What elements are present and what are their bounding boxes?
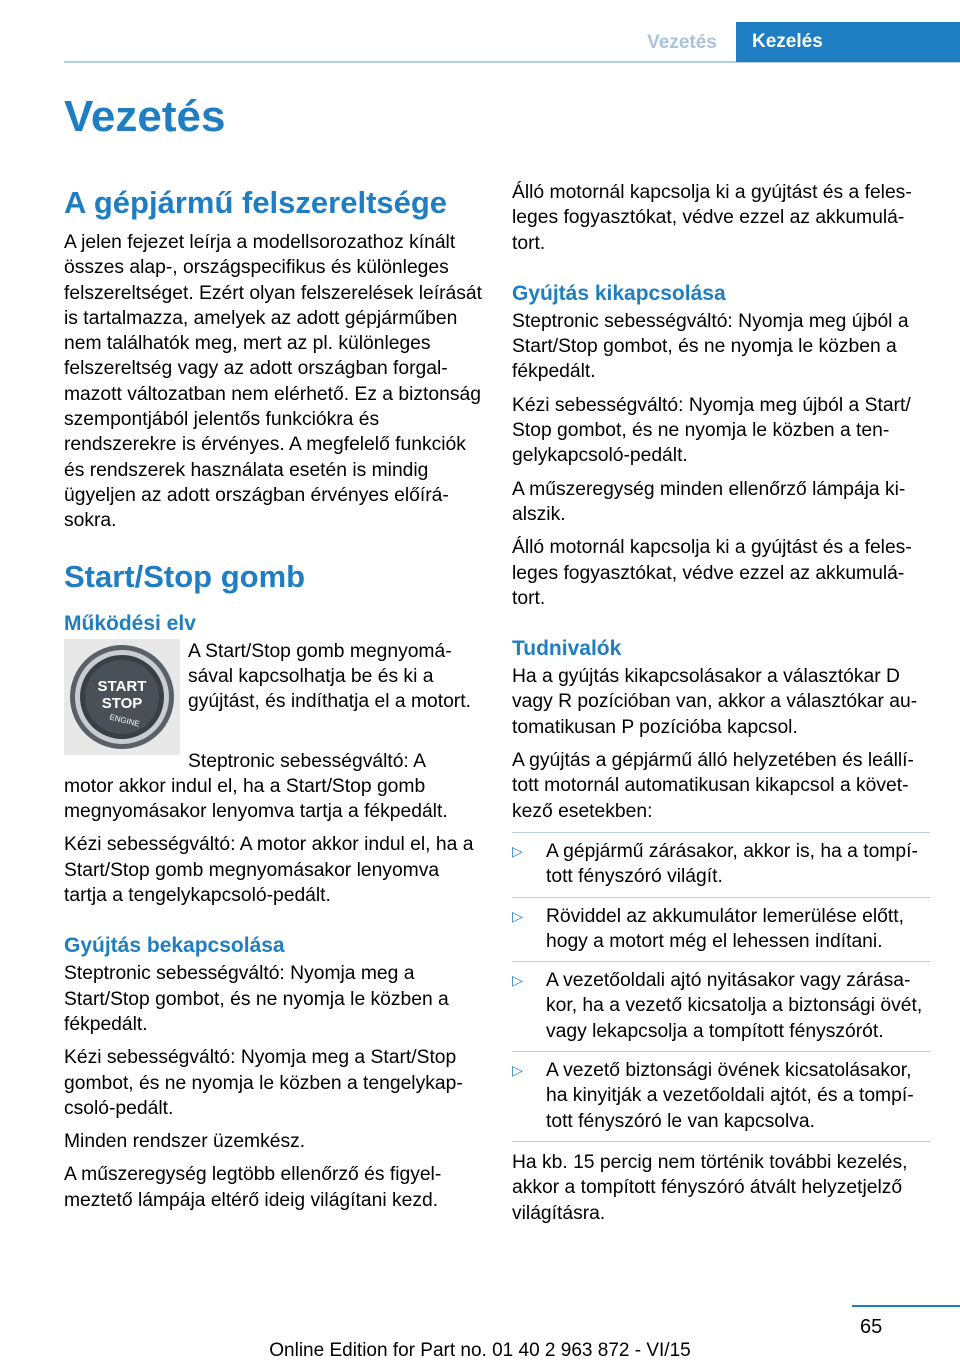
- list-item: ▷ A vezetőoldali ajtó nyitásakor vagy zárásakor, ha a vezető kicsatolja a biztonsági övét, vagy lekapcsolja a tompított fényszórót.: [512, 962, 930, 1052]
- paragraph-off-2: Kézi sebességváltó: Nyomja meg újból a Start/ Stop gombot, és ne nyomja le közben a tengelykapcsoló-pedált.: [512, 394, 911, 467]
- triangle-bullet-icon: ▷: [512, 907, 523, 924]
- paragraph-notes-1: Ha a gyújtás kikapcsolásakor a választókar D vagy R pozícióban van, akkor a választókar automatikusan P pozícióba kapcsol.: [512, 666, 918, 738]
- list-item: ▷ Röviddel az akkumulátor lemerülése előtt, hogy a motort még el lehessen indítani.: [512, 898, 930, 963]
- paragraph-notes-3: Ha kb. 15 percig nem történik további kezelés, akkor a tompított fényszóró átvált helyzetjelző világításra.: [512, 1151, 908, 1224]
- paragraph-on-1: Steptronic sebességváltó: Nyomja meg a Start/Stop gombot, és ne nyomja le közben a fékpedált.: [64, 963, 449, 1035]
- start-stop-button-icon: [64, 639, 180, 755]
- notes-list: [512, 832, 930, 1142]
- footer-edition: Online Edition for Part no. 01 40 2 963 872 - VI/15: [269, 1340, 691, 1361]
- paragraph-top: Álló motornál kapcsolja ki a gyújtást és a felesleges fogyasztókat, védve ezzel az akkumulátort.: [512, 182, 912, 254]
- left-column: [64, 184, 482, 1221]
- paragraph-principle-2b: motor akkor indul el, ha a Start/Stop gomb megnyomásakor lenyomva tartja a fékpedált.: [64, 775, 448, 823]
- svg-text:STOP: STOP: [101, 694, 143, 712]
- footer-rule: [852, 1305, 960, 1307]
- paragraph-off-3: A műszeregység minden ellenőrző lámpája kialszik.: [512, 478, 906, 525]
- heading-notes: Tudnivalók: [512, 637, 622, 661]
- heading-ignition-off: Gyújtás kikapcsolása: [512, 281, 726, 305]
- svg-text:START: START: [97, 677, 147, 695]
- right-column: [512, 180, 930, 1234]
- tab-kezeles[interactable]: Kezelés: [736, 22, 960, 62]
- paragraph-on-4: A műszeregység legtöbb ellenőrző és figyelmeztető lámpája eltérő ideig világítani kezd.: [64, 1164, 442, 1211]
- paragraph-principle-2a: Steptronic sebességváltó: A: [188, 750, 426, 772]
- triangle-bullet-icon: ▷: [512, 842, 523, 859]
- principle-block: [64, 639, 482, 755]
- svg-text:ENGINE: ENGINE: [108, 712, 141, 729]
- chapter-title: Vezetés: [64, 92, 226, 141]
- paragraph-off-4: Álló motornál kapcsolja ki a gyújtást és a felesleges fogyasztókat, védve ezzel az akkumulátort.: [512, 537, 912, 609]
- list-item: ▷ A gépjármű zárásakor, akkor is, ha a tompított fényszóró világít.: [512, 833, 930, 898]
- start-stop-button-image: [64, 639, 180, 755]
- paragraph-on-2: Kézi sebességváltó: Nyomja meg a Start/Stop gombot, és ne nyomja le közben a tengelykapcsoló-pedált.: [64, 1047, 463, 1119]
- paragraph-notes-2: A gyújtás a gépjármű álló helyzetében és leállított motornál automatikusan kikapcsol a következő esetekben:: [512, 750, 914, 822]
- heading-principle: Működési elv: [64, 611, 196, 635]
- paragraph-equipment: A jelen fejezet leírja a modellsorozathoz kínált összes alap-, országspecifikus és különleges felszereltséget. Ezért olyan felszerelések leírását is tartalmazza, amelyek az adott gépjárműben nem találhatók meg, mert az pl. különleges felszereltség vagy az adott országban forgalmazott változatban nem elérhető. Ez a biztonság szempontjából jelentős funkciókra és rendszerekre is érvényes. A megfelelő funkciók és rendszerek használata esetén is mindig ügyeljen az adott országban érvényes előírásokra.: [64, 232, 482, 532]
- page-number: 65: [860, 1316, 883, 1338]
- paragraph-on-3: Minden rendszer üzemkész.: [64, 1131, 306, 1153]
- paragraph-principle-1: A Start/Stop gomb megnyomásával kapcsolhatja be és ki a gyújtást, és indíthatja el a motort.: [188, 640, 471, 713]
- paragraph-principle-3: Kézi sebességváltó: A motor akkor indul el, ha a Start/Stop gomb megnyomásakor lenyomva tartja a tengelykapcsoló-pedált.: [64, 834, 474, 907]
- list-item: ▷ A vezető biztonsági övének kicsatolásakor, ha kinyitják a vezetőoldali ajtót, és a tompított fényszóró le van kapcsolva.: [512, 1052, 930, 1142]
- triangle-bullet-icon: ▷: [512, 1062, 523, 1079]
- paragraph-off-1: Steptronic sebességváltó: Nyomja meg újból a Start/Stop gombot, és ne nyomja le közben a fékpedált.: [512, 310, 909, 383]
- heading-equipment: A gépjármű felszereltsége: [64, 185, 448, 220]
- heading-start-stop: Start/Stop gomb: [64, 558, 306, 594]
- heading-ignition-on: Gyújtás bekapcsolása: [64, 934, 285, 958]
- tab-vezetes[interactable]: Vezetés: [647, 32, 717, 53]
- triangle-bullet-icon: ▷: [512, 972, 523, 989]
